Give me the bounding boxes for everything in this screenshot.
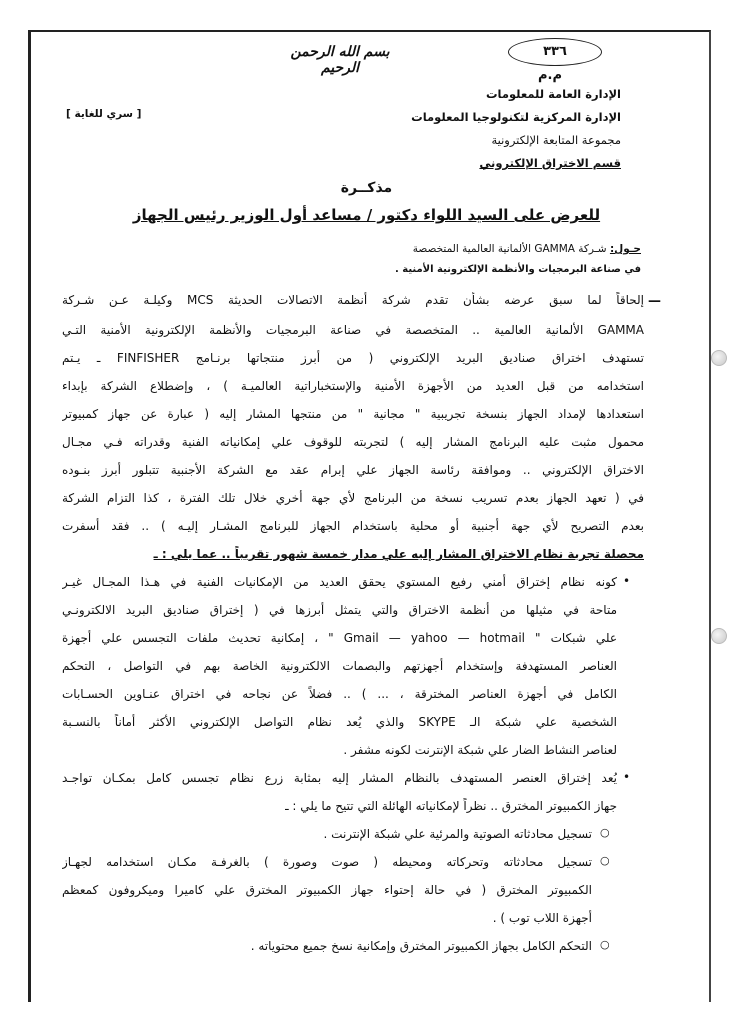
body-line: استعدادها لإمداد الجهاز بنسخة تجريبية " مجانية " من منتجها المشار إليه ( عبارة عن جهاز كمبيوتر — [62, 407, 644, 421]
body-line: الكمبيوتر المخترق ( في حالة إحتواء جهاز الكمبيوتر المخترق علي كاميرا وميكروفون كمعظم — [62, 883, 592, 897]
sub-bullet-marker: ○ — [600, 826, 610, 839]
classification-label: [ سري للغاية ] — [66, 108, 142, 120]
subject-text: شـركة GAMMA الألمانية العالمية المتخصصة — [412, 243, 607, 255]
header-group: مجموعة المتابعة الإلكترونية — [491, 133, 621, 147]
bullet-marker: • — [623, 574, 631, 588]
header-section: قسم الاختراق الإلكتروني — [479, 156, 621, 170]
subject-label: حـول: — [609, 243, 641, 255]
body-line: لعناصر النشاط الضار علي شبكة الإنترنت لكونه مشفر . — [343, 743, 617, 757]
sub-bullet-line: التحكم الكامل بجهاز الكمبيوتر المخترق وإمكانية نسخ جميع محتوياته . — [250, 939, 592, 953]
body-line: الشخصية علي شبكة الـ SKYPE والذي يُعد نظام التواصل الإلكتروني الأكثر أماناً بالنسـبة — [62, 715, 617, 729]
body-line: الاختراق الإلكتروني .. وموافقة رئاسة الجهاز علي إبرام عقد مع الشركة الأجنبية تتبلور أبرز بنـوده — [62, 463, 644, 477]
body-line: الكامل في أجهزة العناصر المخترقة ، ... ) .. فضلاً عن نجاحه في اختراق عنـاوين الحسـابات — [62, 687, 617, 701]
body-line: محصلة تجربة نظام الاختراق المشار إليه علي مدار خمسة شهور تقريباً .. عما يلي : ـ — [153, 547, 644, 561]
body-line: جهاز الكمبيوتر المخترق .. نظراً لإمكانياته الهائلة التي تتيح ما يلي : ـ — [285, 799, 617, 813]
punch-hole — [711, 350, 727, 366]
body-line: محمول مثبت عليه البرنامج المشار إليه ) لتجربته للوقوف علي إمكانياته الفنية وقدراته فـي مجـال — [62, 435, 644, 449]
paragraph-dash: — — [648, 294, 661, 309]
header-central-admin: الإدارة المركزية لتكنولوجيا المعلومات — [411, 110, 621, 124]
serial-number: ٣٣٦ — [508, 38, 602, 66]
header-dept: الإدارة العامة للمعلومات — [485, 87, 621, 101]
body-line: العناصر المستهدفة وإستخدام أجهزتهم والبصمات الالكترونية الخاصة بهم في التواصل ، التحكم — [62, 659, 617, 673]
body-line: بعدم التصريح لأي جهة أجنبية أو محلية باستخدام الجهاز للبرنامج المشـار إليـه ) .. فقد أسفرت — [62, 519, 644, 533]
body-line: أجهزة اللاب توب ) . — [492, 911, 592, 925]
body-line: GAMMA الألمانية العالمية .. المتخصصة في صناعة البرمجيات والأنظمة الإلكترونية الأمنية التـي — [62, 323, 644, 337]
punch-hole — [711, 628, 727, 644]
subject-line-2: في صناعة البرمجيات والأنظمة الإلكترونية الأمنية . — [394, 264, 641, 275]
body-line: تستهدف اختراق صناديق البريد الإلكتروني ( من أبرز منتجاتها برنـامج FINFISHER ـ يـتم — [62, 351, 644, 365]
bullet-line: يُعد إختراق العنصر المستهدف بالنظام المشار إليه بمثابة زرع نظام تجسس كامل بمكـان تواجـد — [62, 771, 617, 785]
sub-bullet-line: تسجيل محادثاته وتحركاته ومحيطه ( صوت وصورة ) بالغرفـة مكـان استخدامه لجهـاز — [62, 855, 592, 869]
body-line: متاحة في مثيلها من أنظمة الاختراق والتي يتمثل أبرزها في ( إختراق صناديق البريد الالكترونـي — [62, 603, 617, 617]
bullet-line: كونه نظام إختراق أمني رفيع المستوي يحقق العديد من الإمكانيات الفنية في هـذا المجـال غيـر — [62, 575, 617, 589]
subject-line — [413, 243, 641, 255]
sub-bullet-marker: ○ — [600, 854, 610, 867]
body-line: علي شبكات " Gmail — yahoo — hotmail " ، إمكانية تحديث ملفات التجسس علي أجهزة — [62, 631, 617, 645]
body-line: استخدامه من قبل العديد من الأجهزة الأمنية والإستخباراتية العالميـة ) ، وإضطلاع الشركة بإبداء — [62, 379, 644, 393]
memo-recipient: للعرض على السيد اللواء دكتور / مساعد أول الوزير رئيس الجهاز — [132, 206, 601, 224]
bullet-marker: • — [623, 770, 631, 784]
sub-bullet-line: تسجيل محادثاته الصوتية والمرئية علي شبكة الإنترنت . — [323, 827, 592, 841]
body-line: في ( تعهد الجهاز بعدم تسريب نسخة من البرنامج لأي جهة أخري خلال تلك الفترة ، كذا التزام الشركة — [62, 491, 644, 505]
memo-title: مذكــرة — [340, 180, 393, 196]
body-line: إلحاقاً لما سبق عرضه بشأن تقدم شركة أنظمة الاتصالات الحديثة MCS وكيلـة عـن شـركة — [62, 293, 644, 307]
serial-suffix: م.م — [538, 68, 562, 83]
basmala: بسم الله الرحمن الرحيم — [290, 44, 390, 76]
sub-bullet-marker: ○ — [600, 938, 610, 951]
